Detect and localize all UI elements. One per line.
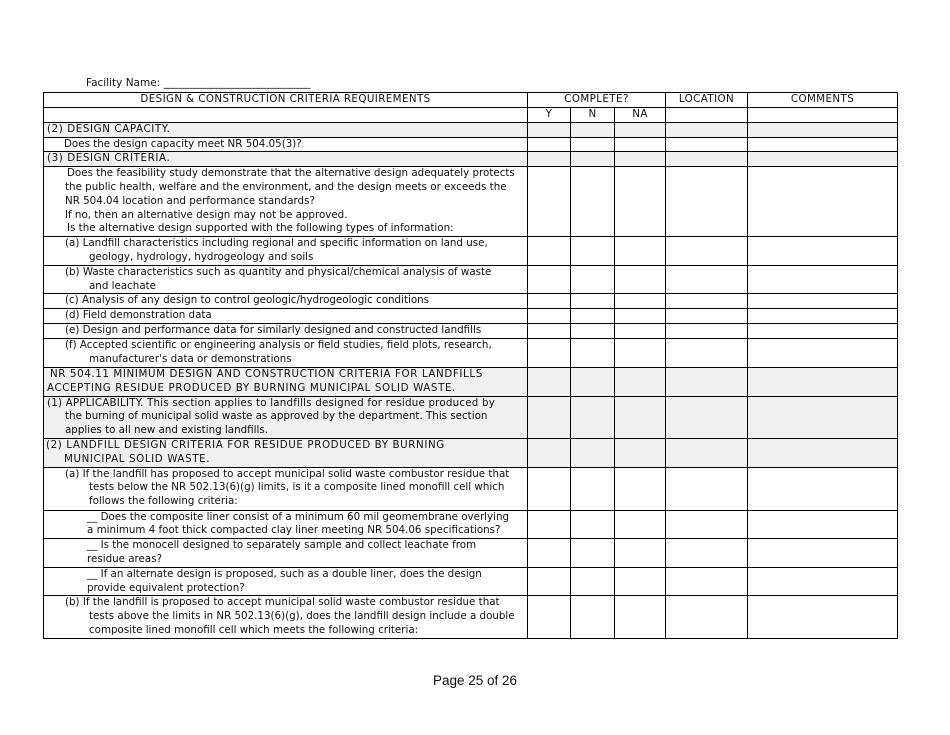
n-cell[interactable]: [571, 596, 615, 638]
requirement-line: a minimum 4 foot thick compacted clay liner meeting NR 504.06 specifications?: [87, 524, 501, 537]
requirement-text: [44, 467, 528, 510]
requirement-line: __ Does the composite liner consist of a minimum 60 mil geomembrane overlying: [87, 510, 510, 523]
location-blank: [666, 107, 748, 122]
y-cell[interactable]: [528, 265, 571, 294]
y-cell[interactable]: [528, 567, 571, 596]
requirement-text: [44, 596, 528, 638]
y-cell[interactable]: [528, 510, 571, 539]
table-row: [44, 367, 898, 396]
na-cell[interactable]: [615, 596, 666, 638]
location-cell[interactable]: [666, 122, 748, 137]
comments-cell[interactable]: [748, 324, 898, 339]
section-heading-line: MUNICIPAL SOLID WASTE.: [64, 452, 211, 465]
y-cell[interactable]: [528, 438, 571, 467]
comments-cell[interactable]: [748, 167, 898, 237]
table-row: [44, 237, 898, 266]
requirement-text: [44, 265, 528, 294]
n-cell[interactable]: [571, 567, 615, 596]
n-cell[interactable]: [571, 167, 615, 237]
complete-header: COMPLETE?: [528, 93, 666, 108]
facility-name-field[interactable]: Facility Name: ____________________________: [86, 77, 311, 89]
requirement-text: [44, 237, 528, 266]
na-cell[interactable]: [615, 167, 666, 237]
na-cell[interactable]: [615, 539, 666, 568]
section-heading: [44, 367, 528, 396]
n-cell[interactable]: [571, 339, 615, 368]
section-heading: (2) DESIGN CAPACITY.: [44, 122, 528, 137]
section-heading: (3) DESIGN CRITERIA.: [44, 152, 528, 167]
requirement-line: provide equivalent protection?: [87, 581, 245, 594]
y-cell[interactable]: [528, 396, 571, 438]
n-header: N: [571, 107, 615, 122]
n-cell[interactable]: [571, 396, 615, 438]
requirement-text: [44, 567, 528, 596]
table-subheader-row: [44, 107, 898, 122]
requirement-text: [44, 339, 528, 368]
comments-blank: [748, 107, 898, 122]
table-row: [44, 339, 898, 368]
table-row: [44, 152, 898, 167]
na-cell[interactable]: [615, 567, 666, 596]
section-heading-line: ACCEPTING RESIDUE PRODUCED BY BURNING MUNICIPAL SOLID WASTE.: [47, 381, 456, 394]
criteria-table: [43, 92, 898, 639]
section-heading-line: NR 504.11 MINIMUM DESIGN AND CONSTRUCTION CRITERIA FOR LANDFILLS: [50, 367, 483, 380]
comments-cell[interactable]: [748, 438, 898, 467]
y-header: Y: [528, 107, 571, 122]
requirement-text: (c) Analysis of any design to control geologic/hydrogeologic conditions: [44, 294, 528, 309]
na-cell[interactable]: [615, 237, 666, 266]
requirement-line: tests below the NR 502.13(6)(g) limits, is it a composite lined monofill cell which: [89, 481, 505, 494]
requirement-line: composite lined monofill cell which meets the following criteria:: [89, 623, 419, 636]
location-cell[interactable]: [666, 265, 748, 294]
requirement-line: (f) Accepted scientific or engineering analysis or field studies, field plots, research,: [65, 339, 492, 352]
table-row: [44, 167, 898, 237]
y-cell[interactable]: [528, 137, 571, 152]
n-cell[interactable]: [571, 324, 615, 339]
comments-cell[interactable]: [748, 539, 898, 568]
requirement-line: (a) Landfill characteristics including regional and specific information on land use,: [65, 237, 488, 250]
requirement-line: __ Is the monocell designed to separately sample and collect leachate from: [87, 539, 477, 552]
table-row: [44, 539, 898, 568]
requirement-line: (b) If the landfill is proposed to accept municipal solid waste combustor residue that: [65, 596, 500, 609]
requirements-header: DESIGN & CONSTRUCTION CRITERIA REQUIREMENTS: [44, 93, 528, 108]
requirement-line: manufacturer's data or demonstrations: [89, 353, 292, 366]
y-cell[interactable]: [528, 237, 571, 266]
requirement-text: [44, 539, 528, 568]
location-cell[interactable]: [666, 237, 748, 266]
table-row: [44, 467, 898, 510]
comments-cell[interactable]: [748, 237, 898, 266]
na-cell[interactable]: [615, 122, 666, 137]
location-cell[interactable]: [666, 339, 748, 368]
n-cell[interactable]: [571, 467, 615, 510]
y-cell[interactable]: [528, 122, 571, 137]
location-cell[interactable]: [666, 367, 748, 396]
requirement-line: __ If an alternate design is proposed, such as a double liner, does the design: [87, 567, 482, 580]
section-heading-line: the burning of municipal solid waste as approved by the department. This section: [65, 410, 488, 423]
requirement-text: Does the design capacity meet NR 504.05(3)?: [44, 137, 528, 152]
requirement-line: and leachate: [89, 279, 157, 292]
location-cell[interactable]: [666, 567, 748, 596]
y-cell[interactable]: [528, 324, 571, 339]
comments-cell[interactable]: [748, 567, 898, 596]
na-cell[interactable]: [615, 265, 666, 294]
n-cell[interactable]: [571, 309, 615, 324]
table-row: [44, 438, 898, 467]
section-heading-line: applies to all new and existing landfills.: [65, 424, 268, 437]
y-cell[interactable]: [528, 152, 571, 167]
location-cell[interactable]: [666, 324, 748, 339]
na-cell[interactable]: [615, 339, 666, 368]
section-heading: [44, 396, 528, 438]
na-cell[interactable]: [615, 137, 666, 152]
requirement-line: residue areas?: [87, 552, 163, 565]
na-cell[interactable]: [615, 467, 666, 510]
table-row: [44, 596, 898, 638]
section-heading: [44, 438, 528, 467]
table-row: [44, 567, 898, 596]
table-row: [44, 396, 898, 438]
comments-cell[interactable]: [748, 265, 898, 294]
requirement-line: geology, hydrology, hydrogeology and soils: [89, 250, 314, 263]
n-cell[interactable]: [571, 237, 615, 266]
na-cell[interactable]: [615, 152, 666, 167]
comments-cell[interactable]: [748, 122, 898, 137]
location-cell[interactable]: [666, 467, 748, 510]
na-cell[interactable]: [615, 324, 666, 339]
y-cell[interactable]: [528, 596, 571, 638]
n-cell[interactable]: [571, 510, 615, 539]
location-cell[interactable]: [666, 152, 748, 167]
location-cell[interactable]: [666, 596, 748, 638]
location-cell[interactable]: [666, 167, 748, 237]
requirement-line: (a) If the landfill has proposed to accept municipal solid waste combustor residue that: [65, 467, 510, 480]
na-cell[interactable]: [615, 438, 666, 467]
comments-cell[interactable]: [748, 510, 898, 539]
requirement-line: (b) Waste characteristics such as quantity and physical/chemical analysis of waste: [65, 265, 492, 278]
table-row: [44, 137, 898, 152]
n-cell[interactable]: [571, 137, 615, 152]
requirement-line: the public health, welfare and the environment, and the design meets or exceeds the: [65, 180, 507, 193]
location-header: LOCATION: [666, 93, 748, 108]
requirement-line: NR 504.04 location and performance standards?: [65, 194, 315, 207]
table-row: [44, 265, 898, 294]
requirement-text: (e) Design and performance data for similarly designed and constructed landfills: [44, 324, 528, 339]
comments-cell[interactable]: [748, 596, 898, 638]
na-cell[interactable]: [615, 396, 666, 438]
table-row: [44, 510, 898, 539]
y-cell[interactable]: [528, 167, 571, 237]
requirement-text: [44, 510, 528, 539]
comments-cell[interactable]: [748, 309, 898, 324]
location-cell[interactable]: [666, 438, 748, 467]
n-cell[interactable]: [571, 265, 615, 294]
requirement-text: [44, 167, 528, 237]
location-cell[interactable]: [666, 539, 748, 568]
comments-cell[interactable]: [748, 339, 898, 368]
n-cell[interactable]: [571, 122, 615, 137]
requirement-line: follows the following criteria:: [89, 495, 238, 508]
section-heading-line: (2) LANDFILL DESIGN CRITERIA FOR RESIDUE PRODUCED BY BURNING: [46, 438, 445, 451]
na-cell[interactable]: [615, 367, 666, 396]
table-row: [44, 309, 898, 324]
y-cell[interactable]: [528, 539, 571, 568]
location-cell[interactable]: [666, 309, 748, 324]
na-cell[interactable]: [615, 294, 666, 309]
page-number: Page 25 of 26: [432, 673, 518, 688]
location-cell[interactable]: [666, 137, 748, 152]
requirement-text: (d) Field demonstration data: [44, 309, 528, 324]
requirement-line: Is the alternative design supported with the following types of information:: [67, 222, 454, 235]
location-cell[interactable]: [666, 294, 748, 309]
n-cell[interactable]: [571, 539, 615, 568]
y-cell[interactable]: [528, 309, 571, 324]
y-cell[interactable]: [528, 367, 571, 396]
location-cell[interactable]: [666, 510, 748, 539]
section-heading-line: (1) APPLICABILITY. This section applies to landfills designed for residue produced by: [47, 396, 495, 409]
na-cell[interactable]: [615, 510, 666, 539]
n-cell[interactable]: [571, 152, 615, 167]
comments-cell[interactable]: [748, 152, 898, 167]
y-cell[interactable]: [528, 294, 571, 309]
comments-cell[interactable]: [748, 467, 898, 510]
comments-cell[interactable]: [748, 367, 898, 396]
table-header-row: [44, 93, 898, 108]
blank-header-cell: [44, 107, 528, 122]
location-cell[interactable]: [666, 396, 748, 438]
comments-cell[interactable]: [748, 396, 898, 438]
requirement-line: If no, then an alternative design may not be approved.: [65, 208, 348, 221]
comments-cell[interactable]: [748, 294, 898, 309]
n-cell[interactable]: [571, 438, 615, 467]
requirement-line: Does the feasibility study demonstrate that the alternative design adequately protects: [67, 167, 515, 180]
na-cell[interactable]: [615, 309, 666, 324]
table-row: [44, 324, 898, 339]
requirement-line: tests above the limits in NR 502.13(6)(g), does the landfill design include a double: [89, 610, 515, 623]
comments-cell[interactable]: [748, 137, 898, 152]
comments-header: COMMENTS: [748, 93, 898, 108]
y-cell[interactable]: [528, 467, 571, 510]
n-cell[interactable]: [571, 294, 615, 309]
table-row: [44, 294, 898, 309]
table-row: [44, 122, 898, 137]
n-cell[interactable]: [571, 367, 615, 396]
na-header: NA: [615, 107, 666, 122]
y-cell[interactable]: [528, 339, 571, 368]
